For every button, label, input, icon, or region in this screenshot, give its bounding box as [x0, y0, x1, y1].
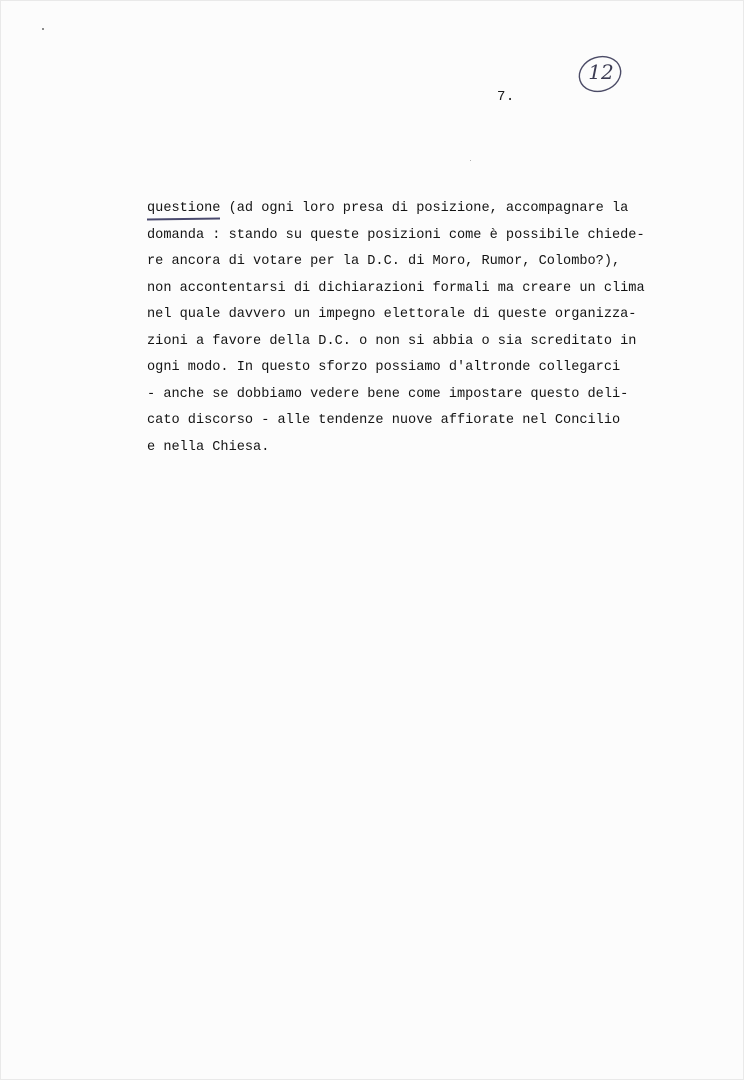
text-line: cato discorso - alle tendenze nuove affiorate nel Concilio	[147, 413, 621, 428]
text-line: zioni a favore della D.C. o non si abbia o sia screditato in	[147, 333, 637, 349]
text-line: non accontentarsi di dichiarazioni formali ma creare un clima	[147, 280, 645, 296]
paper-speck	[42, 28, 44, 30]
underlined-word: questione	[147, 201, 221, 216]
text-line-rest: (ad ogni loro presa di posizione, accompagnare la	[220, 201, 629, 216]
text-line	[147, 196, 645, 223]
page-number: 7.	[497, 89, 515, 105]
paper-speck	[470, 160, 471, 161]
typed-paragraph	[147, 196, 645, 461]
text-line: ogni modo. In questo sforzo possiamo d'altronde collegarci	[147, 360, 621, 375]
text-line: re ancora di votare per la D.C. di Moro, Rumor, Colombo?),	[147, 254, 621, 269]
archive-stamp	[577, 52, 625, 96]
text-line: e nella Chiesa.	[147, 439, 270, 455]
text-line: nel quale davvero un impegno elettorale di queste organizza-	[147, 307, 637, 322]
text-line: - anche se dobbiamo vedere bene come impostare questo deli-	[147, 386, 629, 402]
archive-stamp-number: 12	[588, 60, 614, 84]
text-line: domanda : stando su queste posizioni come è possibile chiede-	[147, 227, 645, 243]
